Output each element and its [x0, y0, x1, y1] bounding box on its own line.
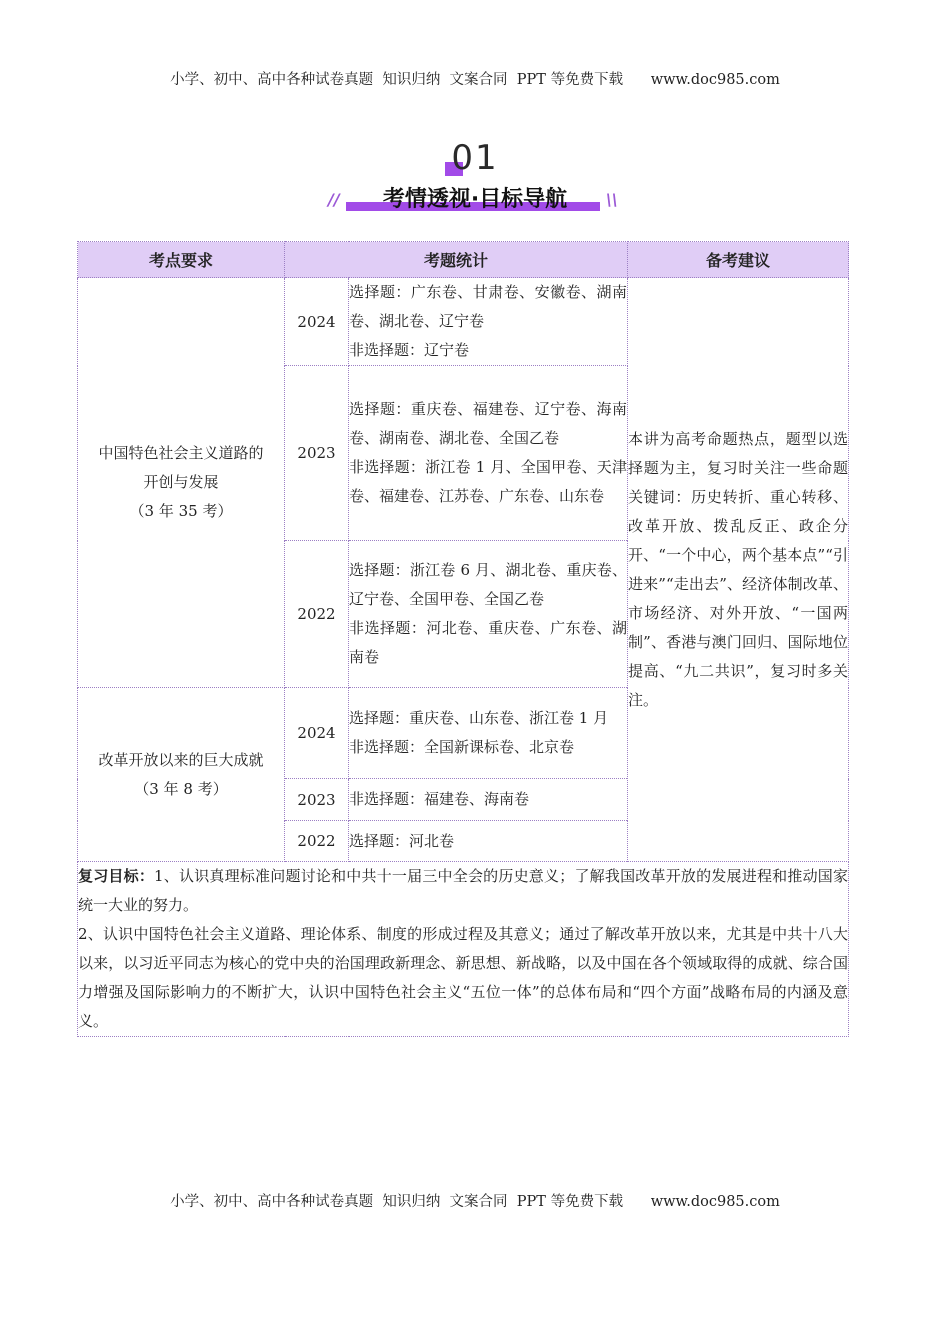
col-header-advice: 备考建议 [628, 242, 849, 278]
stat-non-choice: 非选择题：浙江卷 1 月、全国甲卷、天津卷、福建卷、江苏卷、广东卷、山东卷 [349, 458, 628, 505]
year-cell: 2024 [285, 688, 349, 779]
topic-name: 开创与发展 [143, 473, 219, 491]
page-header: 小学、初中、高中各种试卷真题 知识归纳 文案合同 PPT 等免费下载 www.doc985.com [170, 72, 780, 88]
topic-count: （3 年 35 考） [129, 502, 233, 520]
stat-cell [349, 541, 628, 688]
col-header-requirements: 考点要求 [78, 242, 285, 278]
slash-decoration-left: // [328, 190, 340, 209]
table-row [78, 278, 849, 366]
goal-item-1: 1、认识真理标准问题讨论和中共十一届三中全会的历史意义；了解我国改革开放的发展进程和推动国家统一大业的努力。 [78, 867, 848, 914]
section-heading [0, 138, 950, 218]
year-cell: 2023 [285, 779, 349, 821]
stat-cell [349, 688, 628, 779]
stat-non-choice: 非选择题：河北卷、重庆卷、广东卷、湖南卷 [349, 619, 628, 666]
stat-choice: 选择题：广东卷、甘肃卷、安徽卷、湖南卷、湖北卷、辽宁卷 [349, 283, 628, 330]
stat-cell [349, 779, 628, 821]
year-cell: 2023 [285, 366, 349, 541]
stat-cell [349, 278, 628, 366]
stat-choice: 选择题：浙江卷 6 月、湖北卷、重庆卷、辽宁卷、全国甲卷、全国乙卷 [349, 561, 628, 608]
goals-row [78, 862, 849, 1037]
stat-non-choice: 非选择题：辽宁卷 [349, 341, 470, 359]
year-cell: 2024 [285, 278, 349, 366]
goals-label: 复习目标： [78, 867, 155, 885]
topic-name: 改革开放以来的巨大成就 [98, 750, 264, 769]
section-title: 考情透视·目标导航 [382, 187, 568, 212]
topic-name: 中国特色社会主义道路的 [98, 444, 264, 462]
stat-choice: 选择题：重庆卷、福建卷、辽宁卷、海南卷、湖南卷、湖北卷、全国乙卷 [349, 400, 628, 447]
stat-cell [349, 366, 628, 541]
year-cell: 2022 [285, 541, 349, 688]
review-goals [78, 862, 849, 1037]
stat-non-choice: 非选择题：全国新课标卷、北京卷 [349, 738, 575, 756]
topic-count: （3 年 8 考） [134, 779, 228, 798]
topic-cell [78, 688, 285, 862]
page-footer: 小学、初中、高中各种试卷真题 知识归纳 文案合同 PPT 等免费下载 www.doc985.com [170, 1194, 780, 1210]
exam-analysis-table [77, 241, 849, 1037]
stat-cell [349, 821, 628, 862]
table-header-row [78, 242, 849, 278]
topic-cell [78, 278, 285, 688]
stat-choice: 选择题：重庆卷、山东卷、浙江卷 1 月 [349, 709, 609, 727]
section-number: 01 [451, 138, 499, 178]
stat-choice: 选择题：河北卷 [349, 831, 455, 850]
year-cell: 2022 [285, 821, 349, 862]
col-header-statistics: 考题统计 [285, 242, 628, 278]
goal-item-2: 2、认识中国特色社会主义道路、理论体系、制度的形成过程及其意义；通过了解改革开放以来，尤其是中共十八大以来，以习近平同志为核心的党中央的治国理政新理念、新思想、新战略，以及中国在各个领域取得的成就、综合国力增强及国际影响力的不断扩大，认识中国特色社会主义“五位一体”的总体布局和“四个方面”战略布局的内涵及意义。 [78, 925, 849, 1030]
stat-non-choice: 非选择题：福建卷、海南卷 [349, 790, 530, 808]
slash-decoration-right: \\ [606, 190, 618, 209]
advice-cell: 本讲为高考命题热点，题型以选择题为主，复习时关注一些命题关键词：历史转折、重心转移、改革开放、拨乱反正、政企分开、“一个中心，两个基本点”“引进来”“走出去”、经济体制改革、市场经济、对外开放、“一国两制”、香港与澳门回归、国际地位提高、“九二共识”，复习时多关注。 [628, 278, 849, 862]
